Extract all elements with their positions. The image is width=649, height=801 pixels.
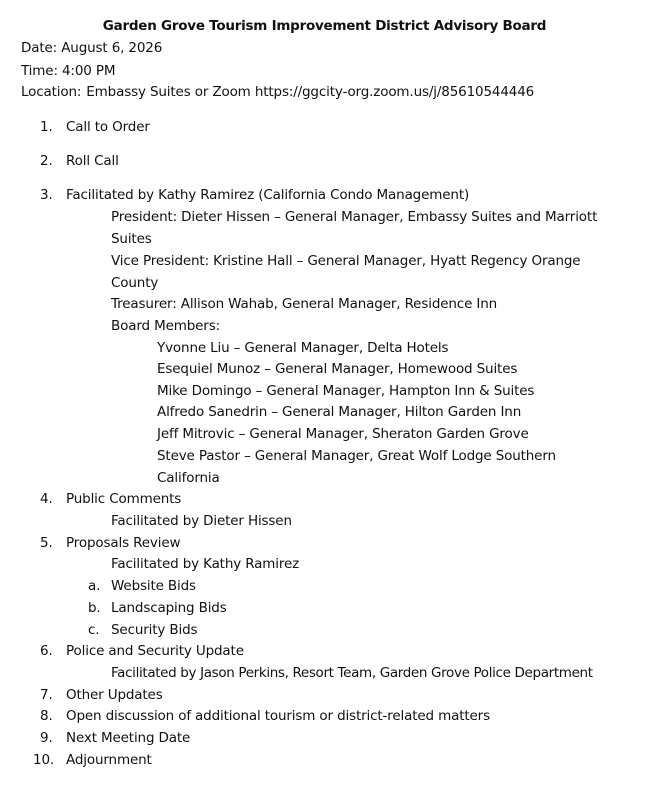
item-text: Facilitated by Kathy Ramirez (California Condo Management) (66, 187, 470, 203)
item-number: 4. (40, 491, 53, 507)
item-text: Police and Security Update (66, 643, 244, 659)
sub-item-text: Security Bids (111, 622, 198, 638)
item-facilitator: Facilitated by Dieter Hissen (111, 513, 292, 529)
vice-president-line: Vice President: Kristine Hall – General Manager, Hyatt Regency Orange (111, 253, 581, 269)
vice-president-line-cont: County (111, 275, 159, 291)
item-number: 7. (40, 687, 53, 703)
board-member: Steve Pastor – General Manager, Great Wolf Lodge Southern (157, 448, 556, 464)
sub-item-letter: b. (88, 600, 101, 616)
item-number: 9. (40, 730, 53, 746)
item-text: Adjournment (66, 752, 152, 768)
sub-item-letter: c. (88, 622, 100, 638)
board-member-cont: California (157, 470, 220, 486)
sub-item-letter: a. (88, 578, 101, 594)
item-text: Other Updates (66, 687, 163, 703)
president-line-cont: Suites (111, 231, 152, 247)
item-number: 1. (40, 119, 53, 135)
document-title: Garden Grove Tourism Improvement District Advisory Board (102, 18, 547, 34)
board-member: Yvonne Liu – General Manager, Delta Hotels (157, 340, 449, 356)
item-text: Open discussion of additional tourism or district-related matters (66, 708, 490, 724)
location-label: Location: (21, 84, 82, 100)
treasurer-line: Treasurer: Allison Wahab, General Manager, Residence Inn (111, 296, 498, 312)
item-text: Roll Call (66, 153, 119, 169)
meeting-time: Time: 4:00 PM (21, 63, 116, 79)
item-text: Next Meeting Date (66, 730, 191, 746)
item-text: Public Comments (66, 491, 182, 507)
board-member: Esequiel Munoz – General Manager, Homewood Suites (157, 361, 518, 377)
item-text: Call to Order (66, 119, 150, 135)
sub-item-text: Website Bids (111, 578, 196, 594)
item-number: 6. (40, 643, 53, 659)
item-facilitator: Facilitated by Jason Perkins, Resort Team, Garden Grove Police Department (111, 665, 593, 681)
meeting-date: Date: August 6, 2026 (21, 40, 163, 56)
board-member: Mike Domingo – General Manager, Hampton Inn & Suites (157, 383, 535, 399)
item-number: 3. (40, 187, 53, 203)
board-member: Alfredo Sanedrin – General Manager, Hilton Garden Inn (157, 404, 522, 420)
meeting-location (21, 84, 534, 100)
item-facilitator: Facilitated by Kathy Ramirez (111, 556, 300, 572)
board-member: Jeff Mitrovic – General Manager, Sheraton Garden Grove (157, 426, 529, 442)
president-line: President: Dieter Hissen – General Manager, Embassy Suites and Marriott (111, 209, 598, 225)
item-number: 2. (40, 153, 53, 169)
sub-item-text: Landscaping Bids (111, 600, 227, 616)
item-text: Proposals Review (66, 535, 181, 551)
item-number: 8. (40, 708, 53, 724)
item-number: 10. (33, 752, 55, 768)
board-members-label: Board Members: (111, 318, 220, 334)
location-value: Embassy Suites or Zoom https://ggcity-org.zoom.us/j/85610544446 (86, 84, 535, 100)
item-number: 5. (40, 535, 53, 551)
